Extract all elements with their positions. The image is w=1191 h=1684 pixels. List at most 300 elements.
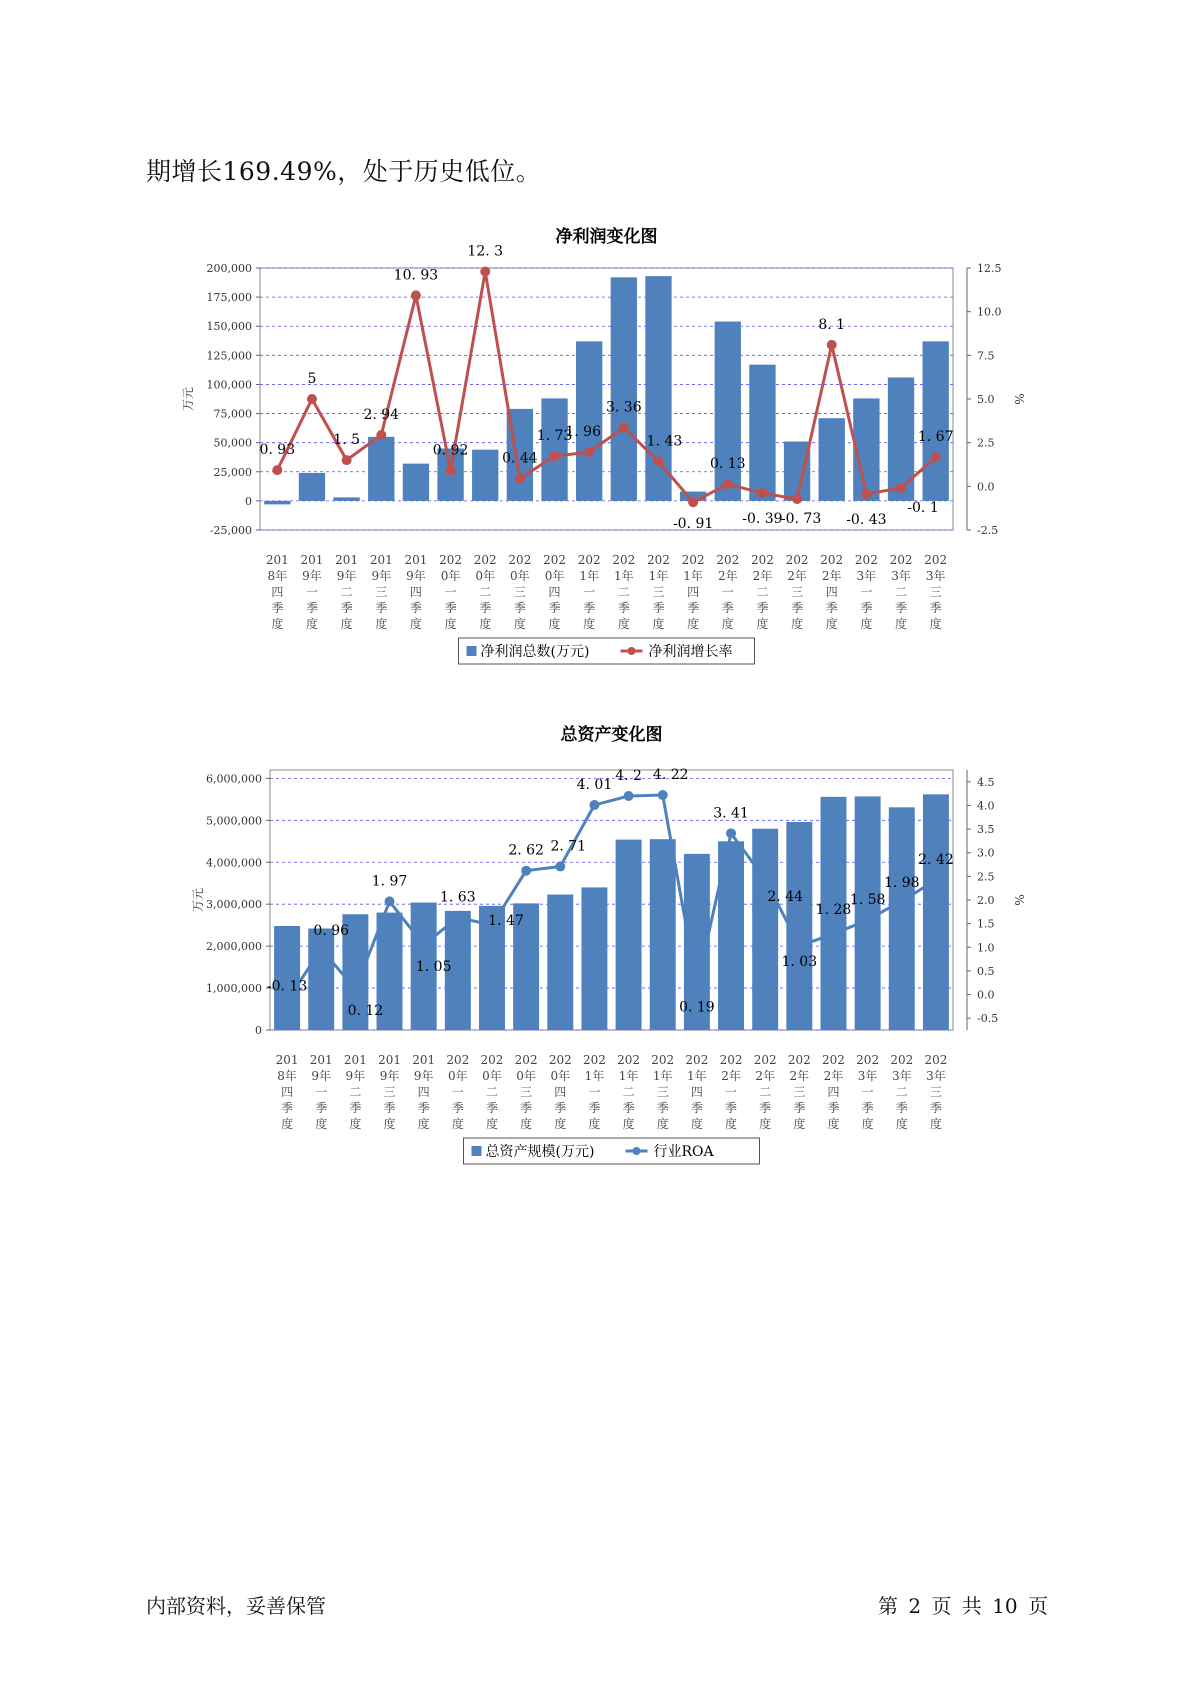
data-label-8: 1. 73 xyxy=(536,428,573,445)
x-tick-label-8-0: 202 xyxy=(548,1053,572,1067)
x-tick-label-16-3: 季 xyxy=(827,1101,840,1115)
legend-line-label: 行业ROA xyxy=(653,1144,714,1160)
x-tick-label-3-3: 季 xyxy=(375,601,388,615)
x-tick-label-15-4: 度 xyxy=(793,1117,806,1131)
x-tick-label-9-0: 202 xyxy=(577,553,601,567)
total-assets-chart xyxy=(180,718,1026,1173)
bar-18 xyxy=(888,377,914,500)
bar-19 xyxy=(923,794,949,1030)
x-tick-label-10-0: 202 xyxy=(612,553,636,567)
x-tick-label-19-4: 度 xyxy=(929,617,942,631)
x-tick-label-14-1: 2年 xyxy=(752,569,773,583)
x-tick-label-1-3: 季 xyxy=(315,1101,328,1115)
x-tick-label-4-4: 度 xyxy=(417,1117,430,1131)
x-tick-label-13-4: 度 xyxy=(725,1117,738,1131)
x-tick-label-1-1: 9年 xyxy=(311,1069,332,1083)
x-tick-label-11-1: 1年 xyxy=(652,1069,673,1083)
x-tick-label-11-0: 202 xyxy=(647,553,670,567)
data-label-8: 2. 71 xyxy=(550,838,587,855)
bar-1 xyxy=(299,473,325,501)
x-tick-label-7-2: 三 xyxy=(513,585,526,599)
x-tick-label-16-2: 四 xyxy=(825,585,838,599)
x-tick-label-8-0: 202 xyxy=(543,553,566,567)
bar-13 xyxy=(715,322,741,501)
line-point-0 xyxy=(282,996,292,1006)
x-tick-label-0-0: 201 xyxy=(265,553,289,567)
x-tick-label-10-4: 度 xyxy=(617,617,630,631)
x-tick-label-13-0: 202 xyxy=(716,553,740,567)
x-tick-label-1-2: 一 xyxy=(315,1085,328,1099)
line-point-8 xyxy=(555,861,565,871)
bar-8 xyxy=(541,398,567,500)
line-point-19 xyxy=(931,452,941,462)
x-tick-label-18-0: 202 xyxy=(890,1053,914,1067)
x-tick-label-12-4: 度 xyxy=(687,617,700,631)
x-tick-label-14-0: 202 xyxy=(750,553,774,567)
bar-11 xyxy=(650,839,676,1030)
x-tick-label-5-3: 季 xyxy=(444,601,457,615)
x-tick-label-4-4: 度 xyxy=(409,617,422,631)
x-tick-label-11-0: 202 xyxy=(651,1053,675,1067)
line-point-0 xyxy=(272,465,282,475)
x-tick-label-15-0: 202 xyxy=(785,553,809,567)
y2-tick-label: -0.5 xyxy=(977,1012,999,1026)
line-point-9 xyxy=(584,447,594,457)
bar-10 xyxy=(616,840,642,1030)
y2-axis-label: % xyxy=(1012,393,1026,405)
x-tick-label-17-1: 3年 xyxy=(856,569,877,583)
line-point-1 xyxy=(307,394,317,404)
y2-tick-label: 10.0 xyxy=(977,305,1002,319)
data-label-13: 0. 13 xyxy=(709,456,746,473)
x-tick-label-16-4: 度 xyxy=(827,1117,840,1131)
y-tick-label: 175,000 xyxy=(206,291,252,305)
bar-11 xyxy=(645,276,671,501)
line-point-15 xyxy=(792,494,802,504)
x-tick-label-6-3: 季 xyxy=(479,601,492,615)
x-tick-label-5-2: 一 xyxy=(451,1085,464,1099)
x-tick-label-0-4: 度 xyxy=(271,617,284,631)
x-tick-label-14-0: 202 xyxy=(753,1053,777,1067)
x-tick-label-0-4: 度 xyxy=(281,1117,294,1131)
data-label-15: 1. 03 xyxy=(781,953,818,970)
data-label-14: -0. 39 xyxy=(742,511,783,528)
x-tick-label-13-0: 202 xyxy=(719,1053,743,1067)
x-tick-label-0-3: 季 xyxy=(271,601,284,615)
line-point-10 xyxy=(624,791,634,801)
x-tick-label-9-2: 一 xyxy=(583,585,596,599)
x-tick-label-8-1: 0年 xyxy=(544,569,565,583)
x-tick-label-18-0: 202 xyxy=(889,553,913,567)
x-tick-label-0-1: 8年 xyxy=(267,569,288,583)
line-point-8 xyxy=(550,451,560,461)
y-axis-label: 万元 xyxy=(191,887,205,913)
x-tick-label-9-4: 度 xyxy=(588,1117,601,1131)
x-tick-label-7-2: 三 xyxy=(520,1085,533,1099)
x-tick-label-8-2: 四 xyxy=(548,585,561,599)
x-tick-label-4-1: 9年 xyxy=(406,569,426,583)
y-tick-label: 25,000 xyxy=(213,465,252,479)
x-tick-label-16-1: 2年 xyxy=(821,569,842,583)
y-tick-label: 4,000,000 xyxy=(206,856,262,870)
x-tick-label-18-3: 季 xyxy=(895,1101,908,1115)
bar-9 xyxy=(576,341,602,501)
x-tick-label-4-2: 四 xyxy=(417,1085,430,1099)
x-tick-label-11-3: 季 xyxy=(652,601,665,615)
y2-tick-label: 0.5 xyxy=(977,964,995,978)
x-tick-label-5-1: 0年 xyxy=(448,1069,468,1083)
line-point-5 xyxy=(453,912,463,922)
data-label-11: 4. 22 xyxy=(652,767,689,784)
bar-14 xyxy=(749,365,775,501)
bar-8 xyxy=(547,895,573,1030)
footer-confidential-note: 内部资料，妥善保管 xyxy=(146,1594,326,1618)
x-tick-label-9-4: 度 xyxy=(583,617,596,631)
x-tick-label-0-2: 四 xyxy=(271,585,284,599)
x-tick-label-11-2: 三 xyxy=(652,585,665,599)
line-point-3 xyxy=(385,896,395,906)
line-point-7 xyxy=(521,866,531,876)
x-tick-label-11-1: 1年 xyxy=(648,569,669,583)
x-tick-label-15-4: 度 xyxy=(791,617,804,631)
y2-tick-label: 1.0 xyxy=(977,941,995,955)
x-tick-label-4-3: 季 xyxy=(417,1101,430,1115)
data-label-16: 1. 28 xyxy=(815,902,852,919)
data-label-7: 0. 44 xyxy=(502,450,538,467)
y2-tick-label: 3.5 xyxy=(977,823,995,837)
y2-tick-label: 4.5 xyxy=(977,775,995,789)
x-tick-label-5-4: 度 xyxy=(451,1117,464,1131)
x-tick-label-6-0: 202 xyxy=(480,1053,504,1067)
data-label-2: 1. 5 xyxy=(333,432,360,449)
x-tick-label-11-2: 三 xyxy=(656,1085,669,1099)
x-tick-label-19-2: 三 xyxy=(929,1085,942,1099)
x-tick-label-3-4: 度 xyxy=(383,1117,396,1131)
x-tick-label-19-3: 季 xyxy=(929,601,942,615)
x-tick-label-15-0: 202 xyxy=(787,1053,811,1067)
x-tick-label-0-3: 季 xyxy=(281,1101,294,1115)
x-tick-label-5-2: 一 xyxy=(444,585,457,599)
x-tick-label-1-0: 201 xyxy=(309,1053,333,1067)
x-tick-label-16-0: 202 xyxy=(820,553,844,567)
y-tick-label: 200,000 xyxy=(206,262,252,275)
data-label-19: 2. 42 xyxy=(918,852,954,869)
y-tick-label: 6,000,000 xyxy=(206,772,262,786)
x-tick-label-12-0: 202 xyxy=(685,1053,709,1067)
y-tick-label: 3,000,000 xyxy=(206,898,262,912)
x-tick-label-3-2: 三 xyxy=(383,1085,396,1099)
x-tick-label-19-1: 3年 xyxy=(925,569,946,583)
x-tick-label-1-1: 9年 xyxy=(302,569,322,583)
data-label-18: 1. 98 xyxy=(883,874,920,891)
x-tick-label-2-3: 季 xyxy=(349,1101,362,1115)
data-label-17: -0. 43 xyxy=(846,511,887,528)
line-point-4 xyxy=(419,940,429,950)
data-label-18: -0. 1 xyxy=(907,500,939,517)
legend-bar-swatch xyxy=(467,646,477,656)
x-tick-label-18-2: 二 xyxy=(895,585,908,599)
x-tick-label-11-4: 度 xyxy=(656,1117,669,1131)
x-tick-label-10-3: 季 xyxy=(617,601,630,615)
x-tick-label-14-3: 季 xyxy=(756,601,769,615)
x-tick-label-2-4: 度 xyxy=(349,1117,362,1131)
legend-bar-label: 总资产规模(万元) xyxy=(485,1144,595,1160)
y2-tick-label: 12.5 xyxy=(977,262,1002,275)
x-tick-label-18-1: 3年 xyxy=(891,1069,912,1083)
x-tick-label-13-2: 一 xyxy=(721,585,734,599)
x-tick-label-18-4: 度 xyxy=(895,1117,908,1131)
x-tick-label-14-4: 度 xyxy=(759,1117,772,1131)
x-tick-label-15-1: 2年 xyxy=(787,569,807,583)
data-label-17: 1. 58 xyxy=(849,891,886,908)
bar-3 xyxy=(368,437,394,501)
legend-bar-label: 净利润总数(万元) xyxy=(480,644,590,660)
x-tick-label-8-3: 季 xyxy=(548,601,561,615)
x-tick-label-7-4: 度 xyxy=(513,617,526,631)
x-tick-label-10-2: 二 xyxy=(617,585,630,599)
y2-tick-label: 2.0 xyxy=(977,894,995,907)
x-tick-label-6-4: 度 xyxy=(485,1117,498,1131)
bar-15 xyxy=(784,442,810,501)
x-tick-label-7-1: 0年 xyxy=(516,1069,536,1083)
line-point-17 xyxy=(861,489,871,499)
x-tick-label-17-0: 202 xyxy=(854,553,878,567)
y-tick-label: -25,000 xyxy=(209,524,252,537)
x-tick-label-19-0: 202 xyxy=(924,1053,948,1067)
x-tick-label-2-0: 201 xyxy=(343,1053,367,1067)
x-tick-label-3-1: 9年 xyxy=(371,569,392,583)
y2-axis-label: % xyxy=(1012,894,1026,906)
line-point-11 xyxy=(658,790,668,800)
x-tick-label-18-3: 季 xyxy=(895,601,908,615)
x-tick-label-15-2: 三 xyxy=(793,1085,806,1099)
x-tick-label-8-3: 季 xyxy=(554,1101,567,1115)
x-tick-label-6-2: 二 xyxy=(479,585,492,599)
data-label-4: 1. 05 xyxy=(415,958,452,975)
data-label-14: 2. 44 xyxy=(767,889,803,906)
y-tick-label: 2,000,000 xyxy=(206,940,262,954)
bar-10 xyxy=(611,277,637,501)
x-tick-label-16-3: 季 xyxy=(825,601,838,615)
line-point-11 xyxy=(653,456,663,466)
data-label-9: 1. 96 xyxy=(565,424,601,441)
bar-4 xyxy=(403,464,429,501)
x-tick-label-7-0: 202 xyxy=(508,553,532,567)
x-tick-label-5-0: 202 xyxy=(446,1053,470,1067)
x-tick-label-18-2: 二 xyxy=(895,1085,908,1099)
x-tick-label-8-4: 度 xyxy=(554,1117,567,1131)
x-tick-label-14-2: 二 xyxy=(756,585,769,599)
y-axis-label: 万元 xyxy=(181,386,195,412)
x-tick-label-9-2: 一 xyxy=(588,1085,601,1099)
bar-14 xyxy=(752,829,778,1030)
x-tick-label-19-2: 三 xyxy=(929,585,942,599)
x-tick-label-17-4: 度 xyxy=(861,1117,874,1131)
x-tick-label-12-1: 1年 xyxy=(683,569,703,583)
x-tick-label-15-2: 三 xyxy=(791,585,804,599)
bar-9 xyxy=(581,887,607,1030)
data-label-15: -0. 73 xyxy=(780,511,822,528)
y2-tick-label: 1.5 xyxy=(977,917,995,931)
x-tick-label-14-1: 2年 xyxy=(755,1069,775,1083)
y-tick-label: 100,000 xyxy=(206,378,252,392)
x-tick-label-7-4: 度 xyxy=(520,1117,533,1131)
x-tick-label-18-1: 3年 xyxy=(891,569,911,583)
data-label-3: 1. 97 xyxy=(371,873,408,890)
legend-line-label: 净利润增长率 xyxy=(648,644,733,660)
line-point-16 xyxy=(828,929,838,939)
data-label-11: 1. 43 xyxy=(646,433,683,450)
bar-19 xyxy=(923,341,949,501)
x-tick-label-16-1: 2年 xyxy=(823,1069,844,1083)
x-tick-label-4-0: 201 xyxy=(412,1053,436,1067)
line-point-14 xyxy=(760,874,770,884)
x-tick-label-10-0: 202 xyxy=(617,1053,641,1067)
x-tick-label-17-2: 一 xyxy=(860,585,873,599)
data-label-2: 0. 12 xyxy=(347,1002,384,1019)
x-tick-label-17-3: 季 xyxy=(860,601,873,615)
line-point-6 xyxy=(480,266,490,276)
x-tick-label-17-0: 202 xyxy=(856,1053,880,1067)
x-tick-label-5-1: 0年 xyxy=(440,569,461,583)
line-point-3 xyxy=(376,430,386,440)
x-tick-label-0-1: 8年 xyxy=(277,1069,297,1083)
x-tick-label-9-1: 1年 xyxy=(579,569,599,583)
x-tick-label-12-0: 202 xyxy=(681,553,705,567)
line-point-9 xyxy=(589,800,599,810)
x-tick-label-5-0: 202 xyxy=(439,553,463,567)
x-tick-label-16-2: 四 xyxy=(827,1085,840,1099)
x-tick-label-1-2: 一 xyxy=(305,585,318,599)
line-point-13 xyxy=(726,828,736,838)
x-tick-label-16-0: 202 xyxy=(822,1053,845,1067)
x-tick-label-11-4: 度 xyxy=(652,617,665,631)
line-point-13 xyxy=(723,479,733,489)
y-tick-label: 1,000,000 xyxy=(206,982,262,996)
legend-bar-swatch xyxy=(472,1146,482,1156)
data-label-16: 8. 1 xyxy=(818,316,846,333)
line-point-1 xyxy=(316,944,326,954)
data-label-19: 1. 67 xyxy=(917,429,954,446)
data-label-6: 1. 47 xyxy=(488,913,524,930)
legend-line-dot xyxy=(633,1147,641,1155)
line-point-18 xyxy=(897,896,907,906)
x-tick-label-12-3: 季 xyxy=(690,1101,703,1115)
y2-tick-label: 2.5 xyxy=(977,870,995,884)
data-label-1: 0. 96 xyxy=(313,923,350,940)
y2-tick-label: 4.0 xyxy=(977,799,995,813)
x-tick-label-18-4: 度 xyxy=(895,617,908,631)
data-label-6: 12. 3 xyxy=(467,243,504,260)
data-label-0: -0. 13 xyxy=(266,978,308,995)
data-label-4: 10. 93 xyxy=(393,267,439,284)
y-tick-label: 125,000 xyxy=(206,349,252,363)
x-tick-label-13-1: 2年 xyxy=(721,1069,741,1083)
x-tick-label-10-1: 1年 xyxy=(614,569,634,583)
data-label-9: 4. 01 xyxy=(576,776,613,793)
x-tick-label-12-4: 度 xyxy=(690,1117,703,1131)
x-tick-label-9-3: 季 xyxy=(583,601,596,615)
y-tick-label: 150,000 xyxy=(206,320,252,334)
x-tick-label-2-0: 201 xyxy=(335,553,359,567)
x-tick-label-3-4: 度 xyxy=(375,617,388,631)
line-point-5 xyxy=(446,465,456,475)
bar-16 xyxy=(819,418,845,501)
x-tick-label-15-3: 季 xyxy=(793,1101,806,1115)
x-tick-label-15-1: 2年 xyxy=(789,1069,810,1083)
x-tick-label-6-1: 0年 xyxy=(475,569,496,583)
x-tick-label-17-2: 一 xyxy=(861,1085,874,1099)
x-tick-label-6-0: 202 xyxy=(473,553,497,567)
x-tick-label-3-2: 三 xyxy=(375,585,388,599)
bar-6 xyxy=(472,450,498,501)
x-tick-label-19-0: 202 xyxy=(924,553,948,567)
x-tick-label-0-0: 201 xyxy=(275,1053,299,1067)
data-label-3: 2. 94 xyxy=(363,406,400,423)
x-tick-label-19-3: 季 xyxy=(929,1101,942,1115)
x-tick-label-3-3: 季 xyxy=(383,1101,396,1115)
line-point-7 xyxy=(515,474,525,484)
bar-1 xyxy=(308,929,334,1030)
x-tick-label-2-2: 二 xyxy=(349,1085,362,1099)
x-tick-label-6-3: 季 xyxy=(485,1101,498,1115)
x-tick-label-9-3: 季 xyxy=(588,1101,601,1115)
x-tick-label-9-1: 1年 xyxy=(584,1069,605,1083)
x-tick-label-8-1: 0年 xyxy=(550,1069,571,1083)
line-point-14 xyxy=(757,488,767,498)
y2-tick-label: 7.5 xyxy=(977,349,995,363)
line-point-18 xyxy=(896,483,906,493)
x-tick-label-12-2: 四 xyxy=(690,1085,703,1099)
line-point-12 xyxy=(688,497,698,507)
x-tick-label-14-3: 季 xyxy=(759,1101,772,1115)
footer-page-number: 第 2 页 共 10 页 xyxy=(878,1594,1048,1618)
x-tick-label-0-2: 四 xyxy=(281,1085,294,1099)
x-tick-label-5-3: 季 xyxy=(451,1101,464,1115)
bar-2 xyxy=(333,497,359,500)
x-tick-label-10-2: 二 xyxy=(622,1085,635,1099)
line-point-4 xyxy=(411,290,421,300)
x-tick-label-1-4: 度 xyxy=(315,1117,328,1131)
x-tick-label-8-4: 度 xyxy=(548,617,561,631)
data-label-10: 4. 2 xyxy=(615,768,642,784)
x-tick-label-2-2: 二 xyxy=(340,585,353,599)
chart-title: 净利润变化图 xyxy=(555,227,658,247)
bar-0 xyxy=(264,501,290,504)
x-tick-label-10-1: 1年 xyxy=(618,1069,639,1083)
x-tick-label-13-3: 季 xyxy=(721,601,734,615)
data-label-10: 3. 36 xyxy=(606,399,642,416)
data-label-5: 0. 92 xyxy=(432,442,469,459)
y-tick-label: 0 xyxy=(255,1024,262,1037)
x-tick-label-6-1: 0年 xyxy=(482,1069,502,1083)
x-tick-label-4-1: 9年 xyxy=(413,1069,434,1083)
y2-tick-label: 3.0 xyxy=(977,846,995,860)
x-tick-label-19-4: 度 xyxy=(929,1117,942,1131)
y2-tick-label: 0.0 xyxy=(977,988,995,1002)
intro-paragraph: 期增长169.49%，处于历史低位。 xyxy=(146,157,542,186)
y2-tick-label: 5.0 xyxy=(977,393,995,406)
x-tick-label-8-2: 四 xyxy=(554,1085,567,1099)
x-tick-label-2-4: 度 xyxy=(340,617,353,631)
data-label-12: 0. 19 xyxy=(679,999,715,1016)
x-tick-label-7-3: 季 xyxy=(513,601,526,615)
x-tick-label-6-4: 度 xyxy=(479,617,492,631)
x-tick-label-3-0: 201 xyxy=(369,553,393,567)
line-point-19 xyxy=(931,875,941,885)
x-tick-label-19-1: 3年 xyxy=(926,1069,946,1083)
x-tick-label-6-2: 二 xyxy=(485,1085,498,1099)
